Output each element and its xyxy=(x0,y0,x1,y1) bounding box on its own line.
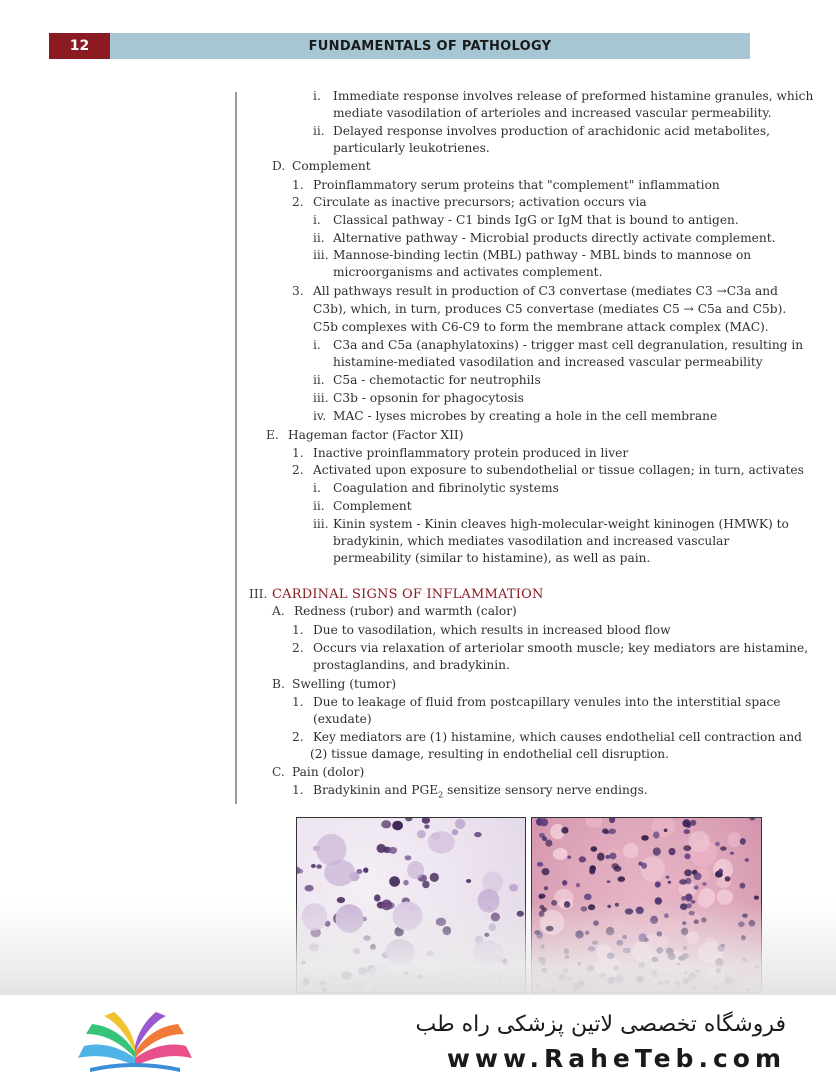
list-marker: ii. xyxy=(313,373,325,387)
list-marker: D. xyxy=(272,159,286,173)
open-book-logo-icon xyxy=(70,1008,200,1078)
outline-line: (2) tissue damage, resulting in endothelial cell disruption. xyxy=(310,747,670,761)
outline-line: Key mediators are (1) histamine, which causes endothelial cell contraction and xyxy=(313,730,802,744)
outline-line: histamine-mediated vasodilation and increased vascular permeability xyxy=(333,355,763,369)
outline-line: Due to vasodilation, which results in increased blood flow xyxy=(313,623,671,637)
book-title: FUNDAMENTALS OF PATHOLOGY xyxy=(110,33,750,59)
outline-line: Activated upon exposure to subendothelial or tissue collagen; in turn, activates xyxy=(313,463,804,477)
line-text: sensitize sensory nerve endings. xyxy=(443,783,648,797)
list-marker: C. xyxy=(272,765,285,779)
outline-line: prostaglandins, and bradykinin. xyxy=(313,658,510,672)
line-text: Bradykinin and PGE xyxy=(313,783,439,797)
list-marker: 2. xyxy=(292,463,304,477)
outline-line: Kinin system - Kinin cleaves high-molecular-weight kininogen (HMWK) to xyxy=(333,517,789,531)
list-marker: 2. xyxy=(292,730,304,744)
list-marker: iii. xyxy=(313,391,329,405)
outline-line: Delayed response involves production of arachidonic acid metabolites, xyxy=(333,124,770,138)
list-marker: iv. xyxy=(313,409,327,423)
list-marker: 3. xyxy=(292,284,304,298)
outline-line: All pathways result in production of C3 convertase (mediates C3 →C3a and xyxy=(313,284,778,298)
outline-line: Circulate as inactive precursors; activation occurs via xyxy=(313,195,647,209)
list-marker: B. xyxy=(272,677,285,691)
outline-line: Due to leakage of fluid from postcapillary venules into the interstitial space xyxy=(313,695,781,709)
outline-line: Classical pathway - C1 binds IgG or IgM that is bound to antigen. xyxy=(333,213,739,227)
list-marker: 2. xyxy=(292,641,304,655)
outline-line: particularly leukotrienes. xyxy=(333,141,490,155)
outline-line: mediate vasodilation of arterioles and increased vascular permeability. xyxy=(333,106,772,120)
list-marker: iii. xyxy=(313,517,329,531)
outline-line: Alternative pathway - Microbial products directly activate complement. xyxy=(333,231,776,245)
outline-line: Coagulation and fibrinolytic systems xyxy=(333,481,559,495)
outline-line: Redness (rubor) and warmth (calor) xyxy=(294,604,517,618)
list-marker: 1. xyxy=(292,178,304,192)
outline-line: permeability (similar to histamine), as well as pain. xyxy=(333,551,651,565)
scan-fade xyxy=(0,900,836,995)
outline-line: Pain (dolor) xyxy=(292,765,365,779)
list-marker: ii. xyxy=(313,231,325,245)
outline-line: Hageman factor (Factor XII) xyxy=(288,428,464,442)
outline-line: C3b), which, in turn, produces C5 convertase (mediates C5 → C5a and C5b). xyxy=(313,302,787,316)
subscript: 2 xyxy=(438,790,444,800)
list-marker: III. xyxy=(249,587,268,601)
outline-line: microorganisms and activates complement. xyxy=(333,265,603,279)
list-marker: 1. xyxy=(292,446,304,460)
outline-line: C5a - chemotactic for neutrophils xyxy=(333,373,541,387)
list-marker: 1. xyxy=(292,623,304,637)
outline-line: Complement xyxy=(292,159,371,173)
list-marker: 2. xyxy=(292,195,304,209)
list-marker: 1. xyxy=(292,695,304,709)
list-marker: A. xyxy=(272,604,285,618)
outline-line: Immediate response involves release of preformed histamine granules, which xyxy=(333,89,814,103)
outline-line: (exudate) xyxy=(313,712,372,726)
outline-line: Swelling (tumor) xyxy=(292,677,397,691)
list-marker: i. xyxy=(313,481,321,495)
list-marker: iii. xyxy=(313,248,329,262)
outline-line: C3a and C5a (anaphylatoxins) - trigger mast cell degranulation, resulting in xyxy=(333,338,804,352)
outline-line: bradykinin, which mediates vasodilation and increased vascular xyxy=(333,534,730,548)
margin-rule xyxy=(235,92,237,804)
outline-line: Complement xyxy=(333,499,412,513)
outline-line: C5b complexes with C6-C9 to form the membrane attack complex (MAC). xyxy=(313,320,769,334)
list-marker: ii. xyxy=(313,499,325,513)
list-marker: i. xyxy=(313,338,321,352)
page-header xyxy=(49,33,750,59)
outline-line: C3b - opsonin for phagocytosis xyxy=(333,391,524,405)
outline-line: Occurs via relaxation of arteriolar smooth muscle; key mediators are histamine, xyxy=(313,641,809,655)
outline-line: Proinflammatory serum proteins that "complement" inflammation xyxy=(313,178,720,192)
outline-line: Inactive proinflammatory protein produced in liver xyxy=(313,446,629,460)
list-marker: E. xyxy=(266,428,279,442)
list-marker: i. xyxy=(313,89,321,103)
section-heading: CARDINAL SIGNS OF INFLAMMATION xyxy=(272,587,544,602)
list-marker: 1. xyxy=(292,783,304,797)
list-marker: ii. xyxy=(313,124,325,138)
outline-line xyxy=(313,782,648,803)
list-marker: i. xyxy=(313,213,321,227)
store-url[interactable]: www.RaheTeb.com xyxy=(446,1044,786,1073)
outline-line: MAC - lyses microbes by creating a hole in the cell membrane xyxy=(333,409,718,423)
outline-line: Mannose-binding lectin (MBL) pathway - MBL binds to mannose on xyxy=(333,248,752,262)
store-name: فروشگاه تخصصی لاتین پزشکی راه طب xyxy=(415,1012,786,1037)
page-number: 12 xyxy=(49,33,110,59)
